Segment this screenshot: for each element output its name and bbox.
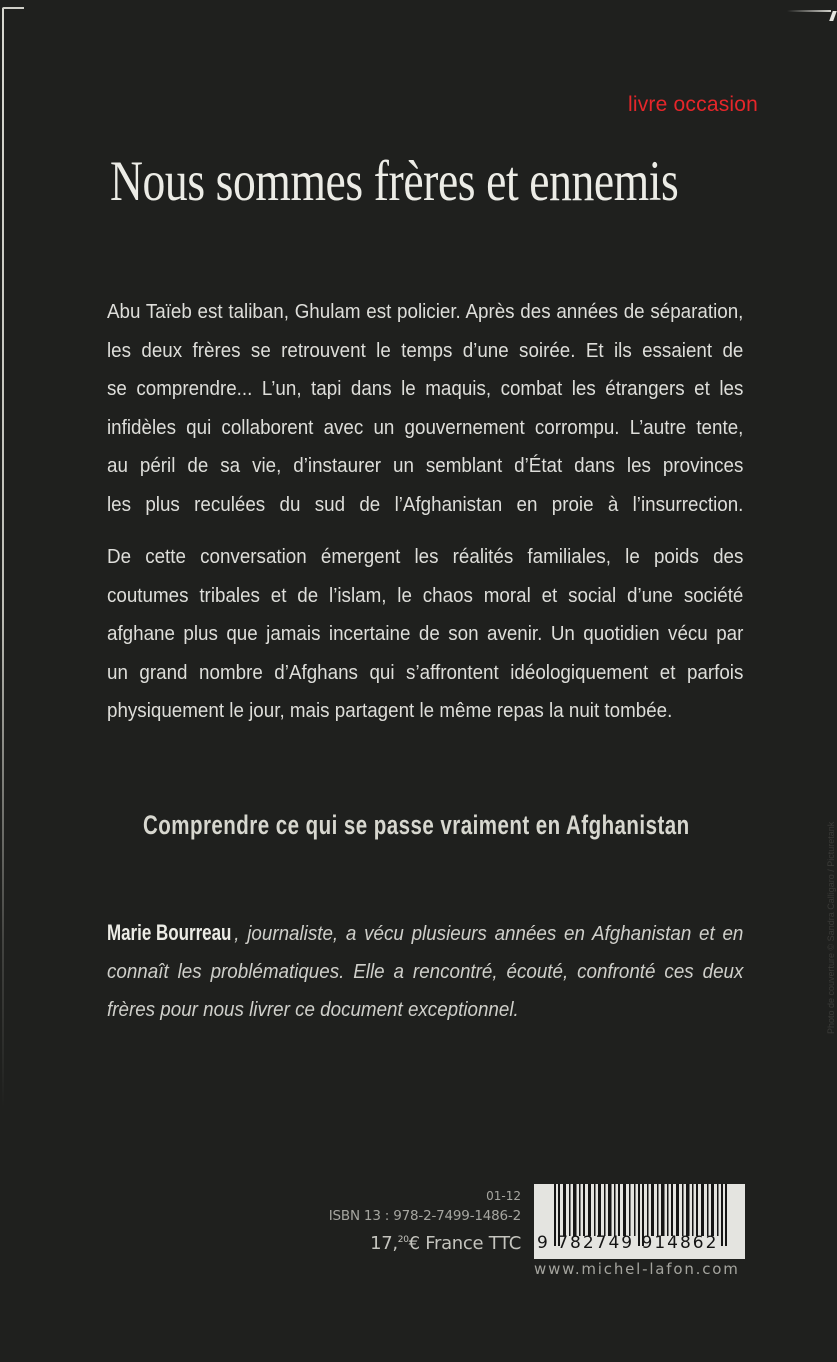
publication-info bbox=[329, 1187, 521, 1257]
cover-edge-left bbox=[2, 8, 4, 1108]
tagline: Comprendre ce qui se passe vraiment en Afghanistan bbox=[143, 810, 690, 840]
blurb-line: infidèles qui collaborent avec un gouvernement corrompu. L’autre tente, bbox=[107, 416, 744, 439]
cover-edge-top-left bbox=[2, 7, 24, 9]
blurb-line: se comprendre... L’un, tapi dans le maquis, combat les étrangers et les bbox=[107, 378, 744, 400]
price-main: 17, bbox=[370, 1233, 398, 1254]
author-bio bbox=[107, 914, 744, 1029]
book-title: Nous sommes frères et ennemis bbox=[110, 150, 679, 213]
blurb-line: les deux frères se retrouvent le temps d’une soirée. Et ils essaient de bbox=[107, 339, 744, 362]
isbn: ISBN 13 : 978-2-7499-1486-2 bbox=[328, 1208, 521, 1224]
blurb-line: coutumes tribales et de l’islam, le chaos moral et social d’une société bbox=[107, 584, 744, 607]
print-code: 01-12 bbox=[486, 1189, 521, 1203]
bio-line-2: connaît les problématiques. Elle a rencontré, écouté, confronté ces deux bbox=[107, 961, 744, 983]
cover-corner-right bbox=[829, 11, 837, 21]
blurb-line: physiquement le jour, mais partagent le même repas la nuit tombée. bbox=[107, 700, 673, 722]
price bbox=[329, 1227, 521, 1257]
bio-text: , journaliste, a vécu plusieurs années en Afghanistan et en bbox=[234, 923, 744, 945]
blurb-line: au péril de sa vie, d’instaurer un semblant d’État dans les provinces bbox=[107, 455, 744, 477]
used-book-label: livre occasion bbox=[628, 93, 759, 116]
blurb-line: De cette conversation émergent les réalités familiales, le poids des bbox=[107, 546, 744, 568]
bio-line-1 bbox=[107, 914, 743, 953]
blurb-line: Abu Taïeb est taliban, Ghulam est policier. Après des années de séparation, bbox=[107, 301, 744, 323]
barcode bbox=[534, 1184, 745, 1259]
author-name: Marie Bourreau bbox=[107, 920, 232, 945]
bio-line-3: frères pour nous livrer ce document exceptionnel. bbox=[107, 999, 519, 1021]
photo-credit: Photo de couverture © Sandra Calligaro / Picturetank bbox=[826, 821, 836, 1034]
price-cents: 20 bbox=[397, 1235, 409, 1245]
publisher-website: www.michel-lafon.com bbox=[534, 1260, 740, 1278]
blurb-line: afghane plus que jamais incertaine de son avenir. Un quotidien vécu par bbox=[107, 623, 744, 645]
blurb-paragraph-1 bbox=[107, 293, 744, 524]
blurb-paragraph-2 bbox=[107, 538, 744, 731]
cover-edge-top-right bbox=[787, 10, 831, 12]
blurb-line: un grand nombre d’Afghans qui s’affrontent idéologiquement et parfois bbox=[107, 661, 744, 684]
price-suffix: € France TTC bbox=[408, 1233, 521, 1254]
blurb-line: les plus reculées du sud de l’Afghanistan en proie à l’insurrection. bbox=[107, 493, 744, 516]
barcode-number: 9 782749 914862 bbox=[537, 1233, 719, 1253]
